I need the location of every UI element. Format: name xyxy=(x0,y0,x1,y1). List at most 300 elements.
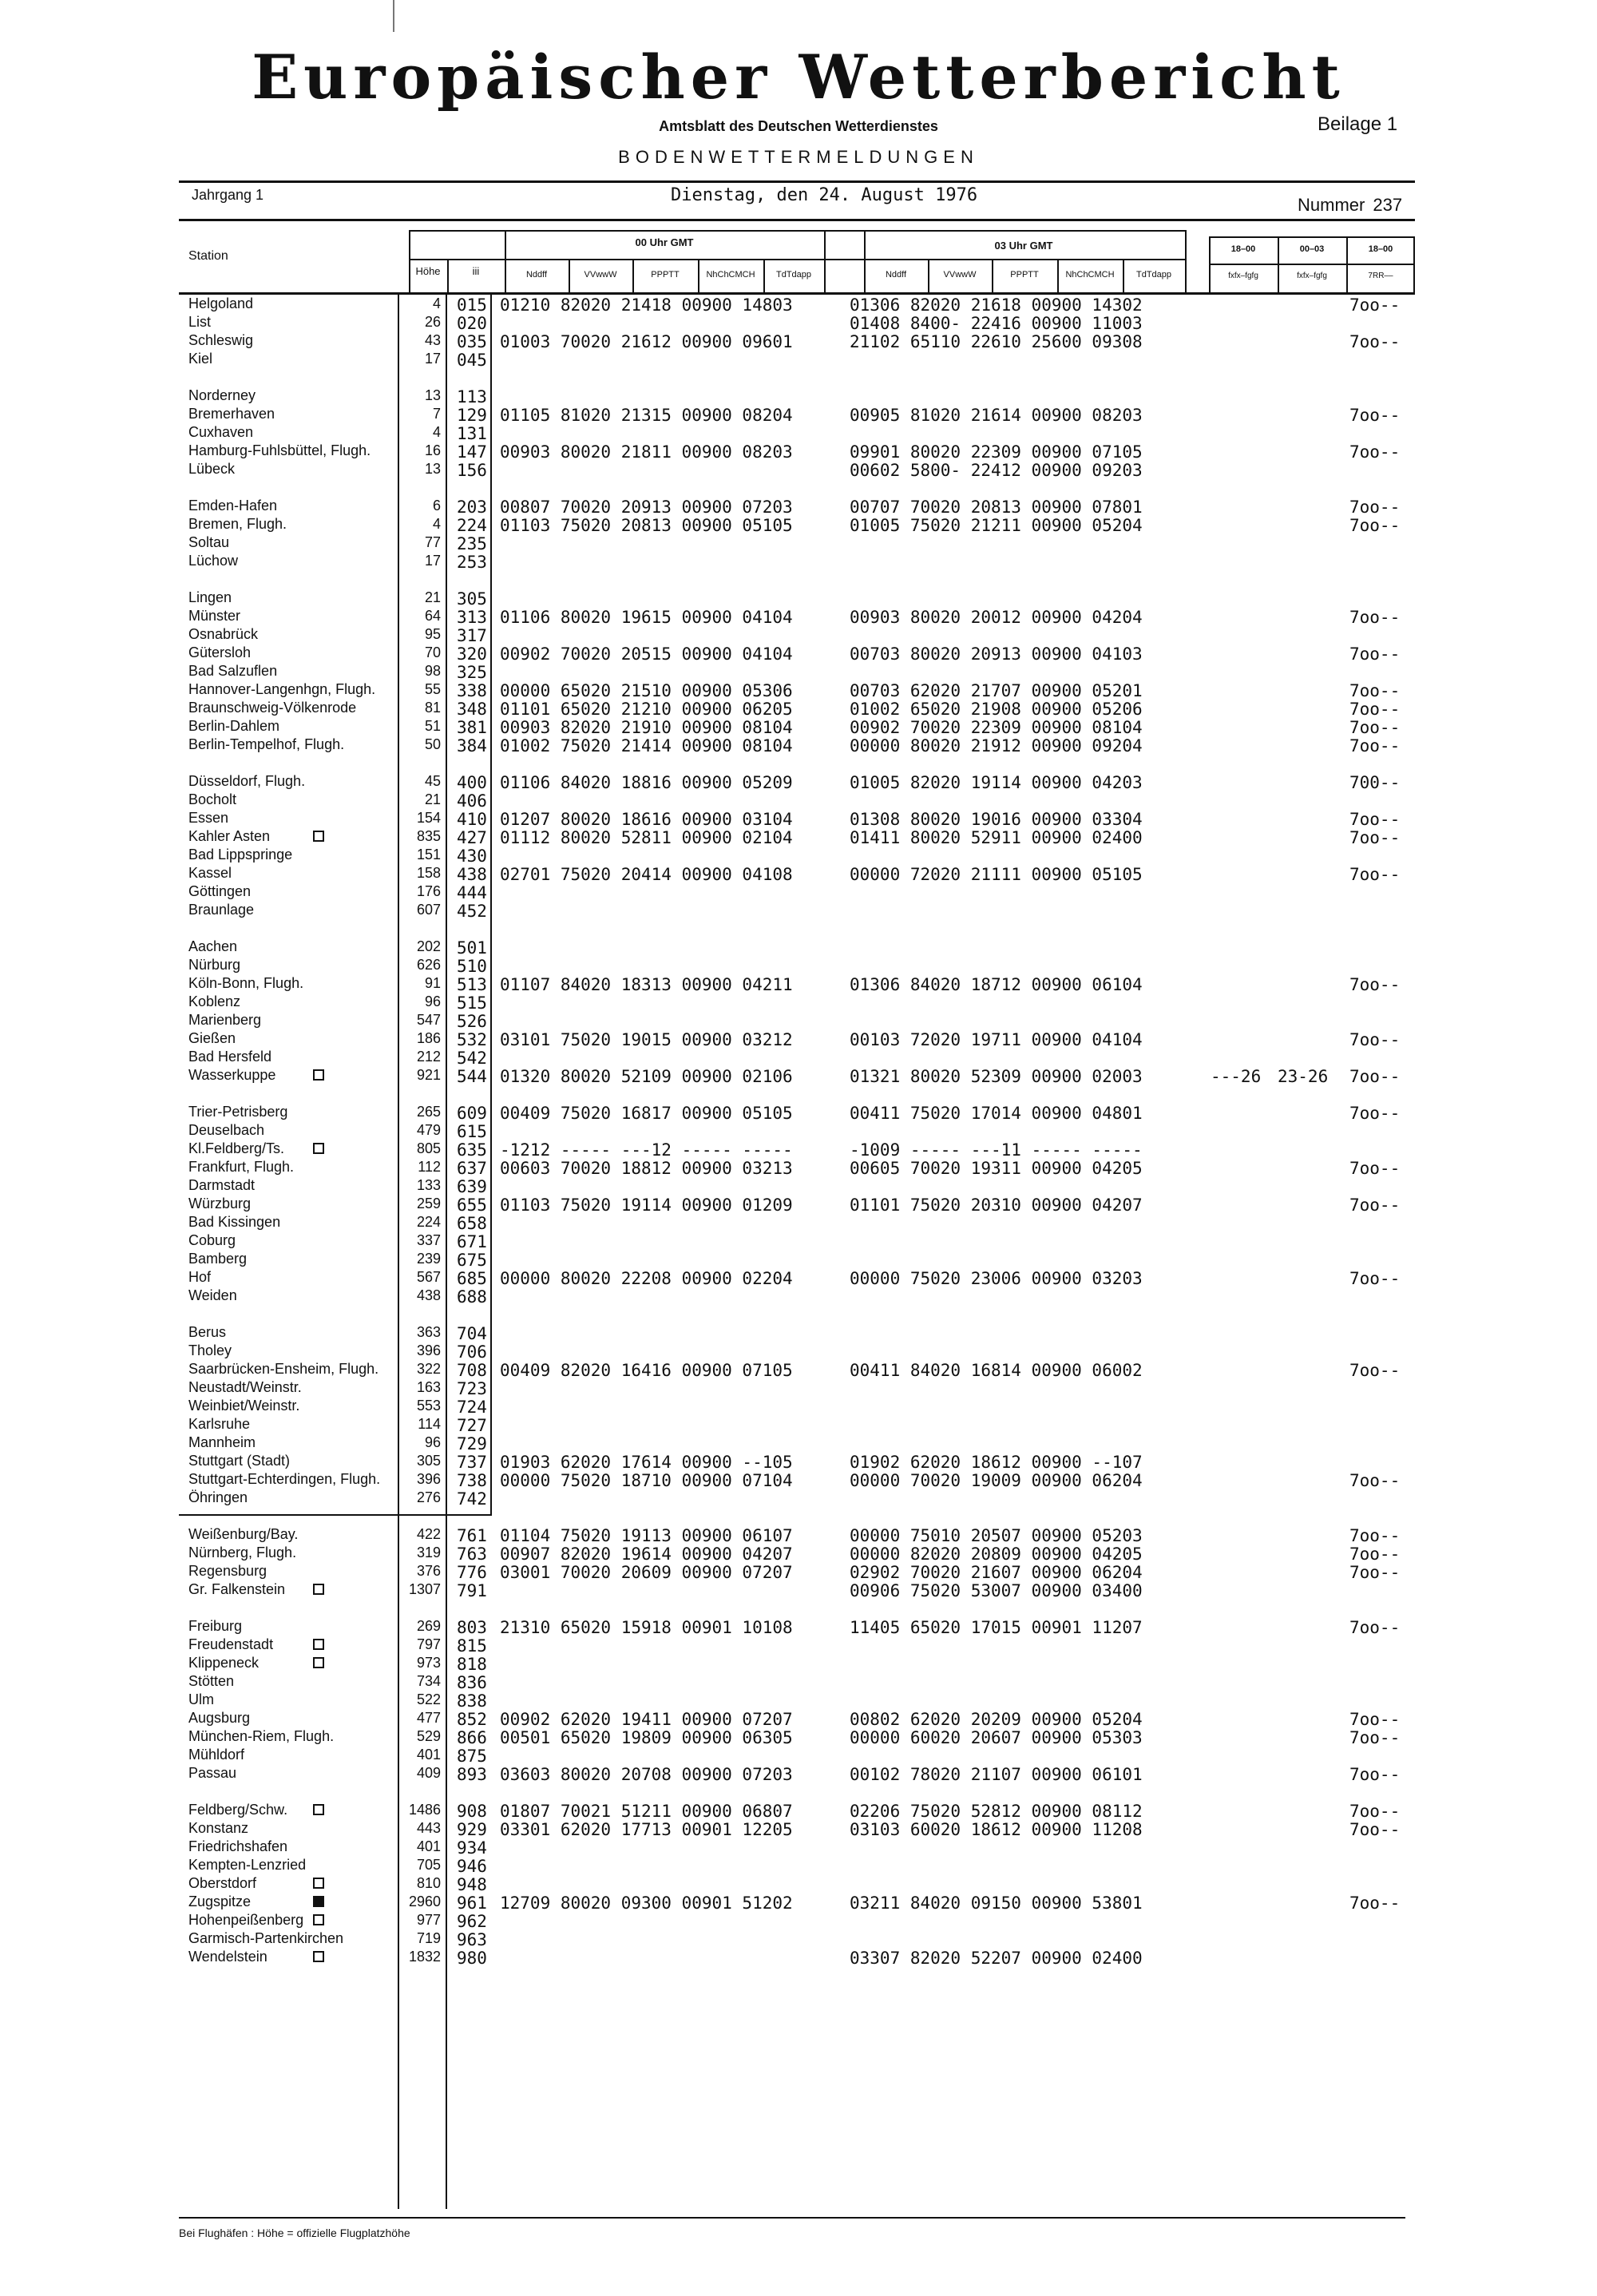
station-number: 893 xyxy=(457,1765,487,1784)
station-name: Lübeck xyxy=(188,461,236,477)
station-number: 742 xyxy=(457,1489,487,1509)
obs-03-gmt: 00905 81020 21614 00900 08203 xyxy=(850,406,1143,425)
station-height: 96 xyxy=(424,1434,441,1450)
station-name: Bad Lippspringe xyxy=(188,847,293,862)
precip-18-00: 7oo-- xyxy=(1349,1526,1401,1545)
obs-00-gmt: 01207 80020 18616 00900 03104 xyxy=(500,810,793,829)
rule-bottom xyxy=(179,2217,1405,2219)
station-number: 045 xyxy=(457,351,487,370)
vrule-03-head xyxy=(864,230,866,292)
station-number: 452 xyxy=(457,902,487,921)
station-name: Tholey xyxy=(188,1342,232,1358)
station-height: 269 xyxy=(416,1618,441,1634)
station-height: 163 xyxy=(416,1379,441,1395)
station-name: Cuxhaven xyxy=(188,424,254,440)
station-name: Essen xyxy=(188,810,229,826)
obs-00-gmt: 00501 65020 19809 00900 06305 xyxy=(500,1728,793,1747)
station-name: Lüchow xyxy=(188,553,239,569)
table-row xyxy=(0,736,1597,755)
station-name: Emden-Hafen xyxy=(188,498,278,514)
block-03-title: 03 Uhr GMT xyxy=(994,240,1053,252)
table-row xyxy=(0,883,1597,902)
jahrgang-label: Jahrgang 1 xyxy=(192,187,264,203)
table-row xyxy=(0,608,1597,626)
obs-03-gmt: 00000 75020 23006 00900 03203 xyxy=(850,1269,1143,1288)
station-name: Aachen xyxy=(188,938,238,954)
station-number: 658 xyxy=(457,1214,487,1233)
station-name: Freudenstadt xyxy=(188,1636,274,1652)
section-title: BODENWETTERMELDUNGEN xyxy=(618,147,979,167)
obs-03-gmt: 00602 5800- 22412 00900 09203 xyxy=(850,461,1143,480)
table-row xyxy=(0,1287,1597,1306)
station-name: Münster xyxy=(188,608,241,624)
station-number: 131 xyxy=(457,424,487,443)
station-number: 224 xyxy=(457,516,487,535)
station-height: 17 xyxy=(424,351,441,367)
obs-03-gmt: 21102 65110 22610 25600 09308 xyxy=(850,332,1143,351)
station-number: 381 xyxy=(457,718,487,737)
precip-18-00: 7oo-- xyxy=(1349,1894,1401,1913)
station-height: 13 xyxy=(424,461,441,477)
station-number: 946 xyxy=(457,1857,487,1876)
station-height: 977 xyxy=(416,1912,441,1928)
table-row xyxy=(0,589,1597,608)
station-height: 114 xyxy=(418,1416,441,1432)
table-row xyxy=(0,1379,1597,1398)
station-height: 607 xyxy=(416,902,441,918)
table-row xyxy=(0,1324,1597,1342)
station-height: 77 xyxy=(424,534,441,550)
table-row xyxy=(0,1545,1597,1563)
obs-03-gmt: 00000 80020 21912 00900 09204 xyxy=(850,736,1143,755)
precip-18-00: 7oo-- xyxy=(1349,1471,1401,1490)
vrule-extra-1 xyxy=(1209,236,1211,292)
obs-03-gmt: 03103 60020 18612 00900 11208 xyxy=(850,1820,1143,1839)
station-name: Bremerhaven xyxy=(188,406,275,422)
station-height: 409 xyxy=(416,1765,441,1781)
station-name: Weißenburg/Bay. xyxy=(188,1526,299,1542)
station-height: 21 xyxy=(424,791,441,807)
mountain-station-icon xyxy=(313,1069,324,1081)
station-number: 609 xyxy=(457,1104,487,1123)
station-height: 91 xyxy=(424,975,441,991)
table-row xyxy=(0,1416,1597,1434)
obs-00-gmt: 03301 62020 17713 00901 12205 xyxy=(500,1820,793,1839)
obs-00-gmt: 00000 75020 18710 00900 07104 xyxy=(500,1471,793,1490)
obs-03-gmt: 00411 75020 17014 00900 04801 xyxy=(850,1104,1143,1123)
gust-18-00: ---26 xyxy=(1211,1067,1262,1086)
station-name: Hohenpeißenberg xyxy=(188,1912,304,1928)
station-number: 738 xyxy=(457,1471,487,1490)
thead-mid-rule-extra xyxy=(1209,264,1415,265)
thead-mid-rule xyxy=(409,259,1185,260)
station-name: Kiel xyxy=(188,351,213,367)
precip-18-00: 7oo-- xyxy=(1349,608,1401,627)
date-label: Dienstag, den 24. August 1976 xyxy=(671,185,978,205)
table-row xyxy=(0,1563,1597,1581)
station-name: Berlin-Tempelhof, Flugh. xyxy=(188,736,345,752)
station-number: 637 xyxy=(457,1159,487,1178)
station-height: 154 xyxy=(416,810,441,826)
mountain-station-icon xyxy=(313,1657,324,1668)
station-name: Friedrichshafen xyxy=(188,1838,288,1854)
extra1-period: 18–00 xyxy=(1230,244,1256,254)
table-row xyxy=(0,332,1597,351)
table-row xyxy=(0,1361,1597,1379)
station-height: 133 xyxy=(416,1177,441,1193)
table-row xyxy=(0,644,1597,663)
station-name: Bad Salzuflen xyxy=(188,663,278,679)
table-row xyxy=(0,1618,1597,1636)
station-height: 13 xyxy=(424,387,441,403)
obs-03-gmt: 00903 80020 20012 00900 04204 xyxy=(850,608,1143,627)
obs-00-gmt: 00603 70020 18812 00900 03213 xyxy=(500,1159,793,1178)
station-height: 21 xyxy=(424,589,441,605)
station-number: 147 xyxy=(457,442,487,462)
station-name: Osnabrück xyxy=(188,626,259,642)
obs-03-gmt: 03307 82020 52207 00900 02400 xyxy=(850,1949,1143,1968)
table-row xyxy=(0,295,1597,314)
station-name: Braunlage xyxy=(188,902,255,918)
station-number: 015 xyxy=(457,295,487,315)
precip-18-00: 700-- xyxy=(1349,773,1401,792)
precip-18-00: 7oo-- xyxy=(1349,865,1401,884)
station-number: 962 xyxy=(457,1912,487,1931)
table-row xyxy=(0,1912,1597,1930)
obs-00-gmt: 02701 75020 20414 00900 04108 xyxy=(500,865,793,884)
col03-dew: TdTdapp xyxy=(1135,270,1172,280)
station-name: Nürnberg, Flugh. xyxy=(188,1545,297,1560)
table-row xyxy=(0,810,1597,828)
precip-18-00: 7oo-- xyxy=(1349,1765,1401,1784)
obs-03-gmt: 00000 72020 21111 00900 05105 xyxy=(850,865,1143,884)
vrule-00-head xyxy=(505,230,506,292)
station-name: Passau xyxy=(188,1765,237,1781)
obs-00-gmt: 01103 75020 20813 00900 05105 xyxy=(500,516,793,535)
station-number: 708 xyxy=(457,1361,487,1380)
obs-03-gmt: 01005 82020 19114 00900 04203 xyxy=(850,773,1143,792)
station-height: 17 xyxy=(424,553,441,569)
station-number: 737 xyxy=(457,1453,487,1472)
station-number: 235 xyxy=(457,534,487,553)
station-name: Mannheim xyxy=(188,1434,256,1450)
station-height: 4 xyxy=(432,424,441,440)
station-number: 542 xyxy=(457,1049,487,1068)
station-height: 70 xyxy=(424,644,441,660)
station-name: Lingen xyxy=(188,589,232,605)
obs-03-gmt: 00902 70020 22309 00900 08104 xyxy=(850,718,1143,737)
precip-18-00: 7oo-- xyxy=(1349,442,1401,462)
obs-03-gmt: 01306 84020 18712 00900 06104 xyxy=(850,975,1143,994)
station-number: 438 xyxy=(457,865,487,884)
precip-18-00: 7oo-- xyxy=(1349,295,1401,315)
group-separator xyxy=(179,1514,492,1516)
col00-ppptt: PPPTT xyxy=(651,270,680,280)
vrule-03-d xyxy=(1123,260,1124,292)
station-number: 313 xyxy=(457,608,487,627)
obs-03-gmt: 01306 82020 21618 00900 14302 xyxy=(850,295,1143,315)
station-height: 396 xyxy=(416,1342,441,1358)
table-row xyxy=(0,1434,1597,1453)
obs-00-gmt: 01210 82020 21418 00900 14803 xyxy=(500,295,793,315)
obs-00-gmt: 01106 80020 19615 00900 04104 xyxy=(500,608,793,627)
station-height: 835 xyxy=(416,828,441,844)
table-row xyxy=(0,314,1597,332)
table-row xyxy=(0,957,1597,975)
station-height: 973 xyxy=(416,1655,441,1671)
station-number: 688 xyxy=(457,1287,487,1307)
obs-00-gmt: 00000 65020 21510 00900 05306 xyxy=(500,681,793,700)
table-row xyxy=(0,938,1597,957)
station-name: Stuttgart-Echterdingen, Flugh. xyxy=(188,1471,381,1487)
station-number: 020 xyxy=(457,314,487,333)
station-height: 422 xyxy=(416,1526,441,1542)
station-height: 4 xyxy=(432,295,441,311)
table-row xyxy=(0,626,1597,644)
vrule-00-c xyxy=(698,260,699,292)
station-height: 719 xyxy=(416,1930,441,1946)
table-row xyxy=(0,1398,1597,1416)
station-height: 797 xyxy=(416,1636,441,1652)
precip-18-00: 7oo-- xyxy=(1349,1618,1401,1637)
station-number: 704 xyxy=(457,1324,487,1343)
rule-top xyxy=(179,180,1415,183)
thead-top-rule xyxy=(409,230,1185,232)
station-number: 305 xyxy=(457,589,487,609)
station-height: 158 xyxy=(416,865,441,881)
col00-nddff: Nddff xyxy=(525,270,548,280)
station-height: 45 xyxy=(424,773,441,789)
vrule-03-a xyxy=(928,260,929,292)
station-name: Schleswig xyxy=(188,332,254,348)
station-height: 1307 xyxy=(408,1581,441,1597)
station-name: Bad Kissingen xyxy=(188,1214,281,1230)
table-row xyxy=(0,442,1597,461)
station-name: Berus xyxy=(188,1324,227,1340)
table-row xyxy=(0,663,1597,681)
station-name: Bremen, Flugh. xyxy=(188,516,287,532)
station-height: 43 xyxy=(424,332,441,348)
mountain-station-icon xyxy=(313,1143,324,1154)
obs-00-gmt: 01003 70020 21612 00900 09601 xyxy=(500,332,793,351)
precip-18-00: 7oo-- xyxy=(1349,1361,1401,1380)
precip-18-00: 7oo-- xyxy=(1349,736,1401,755)
vrule-00-b xyxy=(632,260,634,292)
mountain-station-icon xyxy=(313,1951,324,1962)
table-row xyxy=(0,534,1597,553)
station-number: 253 xyxy=(457,553,487,572)
block-00-title: 00 Uhr GMT xyxy=(635,236,694,248)
station-number: 875 xyxy=(457,1747,487,1766)
col00-clouds: NhChCMCH xyxy=(706,270,755,280)
station-height: 95 xyxy=(424,626,441,642)
station-name: Nürburg xyxy=(188,957,241,973)
obs-00-gmt: 01107 84020 18313 00900 04211 xyxy=(500,975,793,994)
station-height: 81 xyxy=(424,700,441,716)
obs-03-gmt: 00605 70020 19311 00900 04205 xyxy=(850,1159,1143,1178)
station-number: 501 xyxy=(457,938,487,958)
station-number: 444 xyxy=(457,883,487,902)
station-height: 4 xyxy=(432,516,441,532)
precip-18-00: 7oo-- xyxy=(1349,1067,1401,1086)
table-row xyxy=(0,773,1597,791)
obs-00-gmt: 00000 80020 22208 00900 02204 xyxy=(500,1269,793,1288)
station-number: 430 xyxy=(457,847,487,866)
table-row xyxy=(0,1673,1597,1691)
station-name: Bamberg xyxy=(188,1251,248,1267)
table-row xyxy=(0,1875,1597,1894)
obs-03-gmt: 01902 62020 18612 00900 --107 xyxy=(850,1453,1143,1472)
station-name: Koblenz xyxy=(188,993,241,1009)
table-row xyxy=(0,791,1597,810)
vrule-extra-4 xyxy=(1413,236,1415,292)
table-row xyxy=(0,902,1597,920)
station-name: München-Riem, Flugh. xyxy=(188,1728,335,1744)
station-height: 479 xyxy=(416,1122,441,1138)
obs-03-gmt: 00102 78020 21107 00900 06101 xyxy=(850,1765,1143,1784)
station-number: 729 xyxy=(457,1434,487,1453)
station-name: Norderney xyxy=(188,387,256,403)
table-row xyxy=(0,1342,1597,1361)
obs-00-gmt: 01101 65020 21210 00900 06205 xyxy=(500,700,793,719)
table-row xyxy=(0,681,1597,700)
mountain-station-icon xyxy=(313,831,324,842)
station-height: 443 xyxy=(416,1820,441,1836)
obs-03-gmt: 00703 80020 20913 00900 04103 xyxy=(850,644,1143,664)
obs-03-gmt: 01005 75020 21211 00900 05204 xyxy=(850,516,1143,535)
rule-mid xyxy=(179,219,1415,221)
issue-number xyxy=(1298,195,1402,216)
obs-03-gmt: 01308 80020 19016 00900 03304 xyxy=(850,810,1143,829)
table-row xyxy=(0,1159,1597,1177)
station-number: 035 xyxy=(457,332,487,351)
station-number: 818 xyxy=(457,1655,487,1674)
table-row xyxy=(0,1030,1597,1049)
mountain-station-icon xyxy=(313,1914,324,1925)
col03-vvwww: VVwwW xyxy=(943,270,977,280)
precip-18-00: 7oo-- xyxy=(1349,681,1401,700)
precip-18-00: 7oo-- xyxy=(1349,718,1401,737)
station-number: 815 xyxy=(457,1636,487,1656)
station-height: 202 xyxy=(416,938,441,954)
station-number: 655 xyxy=(457,1196,487,1215)
col00-dew: TdTdapp xyxy=(775,270,812,280)
station-name: Stuttgart (Stadt) xyxy=(188,1453,291,1469)
station-height: 337 xyxy=(416,1232,441,1248)
thead-bottom-rule xyxy=(179,292,1415,295)
station-name: Kl.Feldberg/Ts. xyxy=(188,1140,285,1156)
precip-18-00: 7oo-- xyxy=(1349,1820,1401,1839)
station-number: 406 xyxy=(457,791,487,811)
obs-03-gmt: 00000 70020 19009 00900 06204 xyxy=(850,1471,1143,1490)
col00-vvwww: VVwwW xyxy=(584,270,617,280)
obs-03-gmt: 00000 75010 20507 00900 05203 xyxy=(850,1526,1143,1545)
station-name: Coburg xyxy=(188,1232,236,1248)
station-height: 239 xyxy=(416,1251,441,1267)
station-name: Gütersloh xyxy=(188,644,252,660)
station-height: 224 xyxy=(416,1214,441,1230)
station-number: 723 xyxy=(457,1379,487,1398)
precip-18-00: 7oo-- xyxy=(1349,1802,1401,1821)
station-number: 675 xyxy=(457,1251,487,1270)
obs-03-gmt: 01411 80020 52911 00900 02400 xyxy=(850,828,1143,847)
table-row xyxy=(0,1489,1597,1508)
table-row xyxy=(0,975,1597,993)
station-number: 320 xyxy=(457,644,487,664)
station-height: 322 xyxy=(416,1361,441,1377)
station-name: Wendelstein xyxy=(188,1949,267,1965)
station-name: Zugspitze xyxy=(188,1894,252,1909)
obs-03-gmt: 09901 80020 22309 00900 07105 xyxy=(850,442,1143,462)
station-height: 151 xyxy=(416,847,441,862)
obs-03-gmt: 02902 70020 21607 00900 06204 xyxy=(850,1563,1143,1582)
table-row xyxy=(0,1453,1597,1471)
obs-03-gmt: 00411 84020 16814 00900 06002 xyxy=(850,1361,1143,1380)
page-title: Europäischer Wetterbericht xyxy=(252,42,1345,113)
obs-00-gmt: 01903 62020 17614 00900 --105 xyxy=(500,1453,793,1472)
station-number: 961 xyxy=(457,1894,487,1913)
table-row xyxy=(0,1214,1597,1232)
vrule-00-end xyxy=(824,230,826,292)
station-number: 685 xyxy=(457,1269,487,1288)
station-number: 384 xyxy=(457,736,487,755)
station-number: 803 xyxy=(457,1618,487,1637)
obs-00-gmt: 00903 82020 21910 00900 08104 xyxy=(500,718,793,737)
mountain-station-icon xyxy=(313,1584,324,1595)
station-number: 113 xyxy=(457,387,487,406)
precip-18-00: 7oo-- xyxy=(1349,332,1401,351)
table-row xyxy=(0,1820,1597,1838)
station-height: 805 xyxy=(416,1140,441,1156)
table-row xyxy=(0,1765,1597,1783)
station-name: Feldberg/Schw. xyxy=(188,1802,288,1818)
station-number: 427 xyxy=(457,828,487,847)
table-row xyxy=(0,424,1597,442)
station-height: 529 xyxy=(416,1728,441,1744)
obs-03-gmt: 01002 65020 21908 00900 05206 xyxy=(850,700,1143,719)
station-name: Konstanz xyxy=(188,1820,249,1836)
station-number: 510 xyxy=(457,957,487,976)
station-height: 55 xyxy=(424,681,441,697)
table-row xyxy=(0,1581,1597,1600)
beilage-label: Beilage 1 xyxy=(1318,113,1398,135)
station-height: 212 xyxy=(416,1049,441,1065)
station-number: 410 xyxy=(457,810,487,829)
station-height: 259 xyxy=(416,1196,441,1211)
col-hoehe: Höhe xyxy=(415,265,441,277)
table-row xyxy=(0,1857,1597,1875)
station-height: 477 xyxy=(416,1710,441,1726)
vrule-extra-2 xyxy=(1278,236,1279,292)
thead-top-rule-extra xyxy=(1209,236,1415,238)
precip-18-00: 7oo-- xyxy=(1349,1545,1401,1564)
vrule-00-a xyxy=(569,260,570,292)
obs-03-gmt: 01321 80020 52309 00900 02003 xyxy=(850,1067,1143,1086)
obs-00-gmt: 01112 80020 52811 00900 02104 xyxy=(500,828,793,847)
station-number: 513 xyxy=(457,975,487,994)
precip-18-00: 7oo-- xyxy=(1349,516,1401,535)
station-height: 705 xyxy=(416,1857,441,1873)
obs-03-gmt: 00802 62020 20209 00900 05204 xyxy=(850,1710,1143,1729)
station-height: 305 xyxy=(416,1453,441,1469)
table-row xyxy=(0,406,1597,424)
precip-18-00: 7oo-- xyxy=(1349,1159,1401,1178)
obs-03-gmt: 00000 82020 20809 00900 04205 xyxy=(850,1545,1143,1564)
station-height: 1832 xyxy=(408,1949,441,1965)
mountain-station-filled-icon xyxy=(313,1896,324,1907)
table-row xyxy=(0,993,1597,1012)
obs-03-gmt: 03211 84020 09150 00900 53801 xyxy=(850,1894,1143,1913)
